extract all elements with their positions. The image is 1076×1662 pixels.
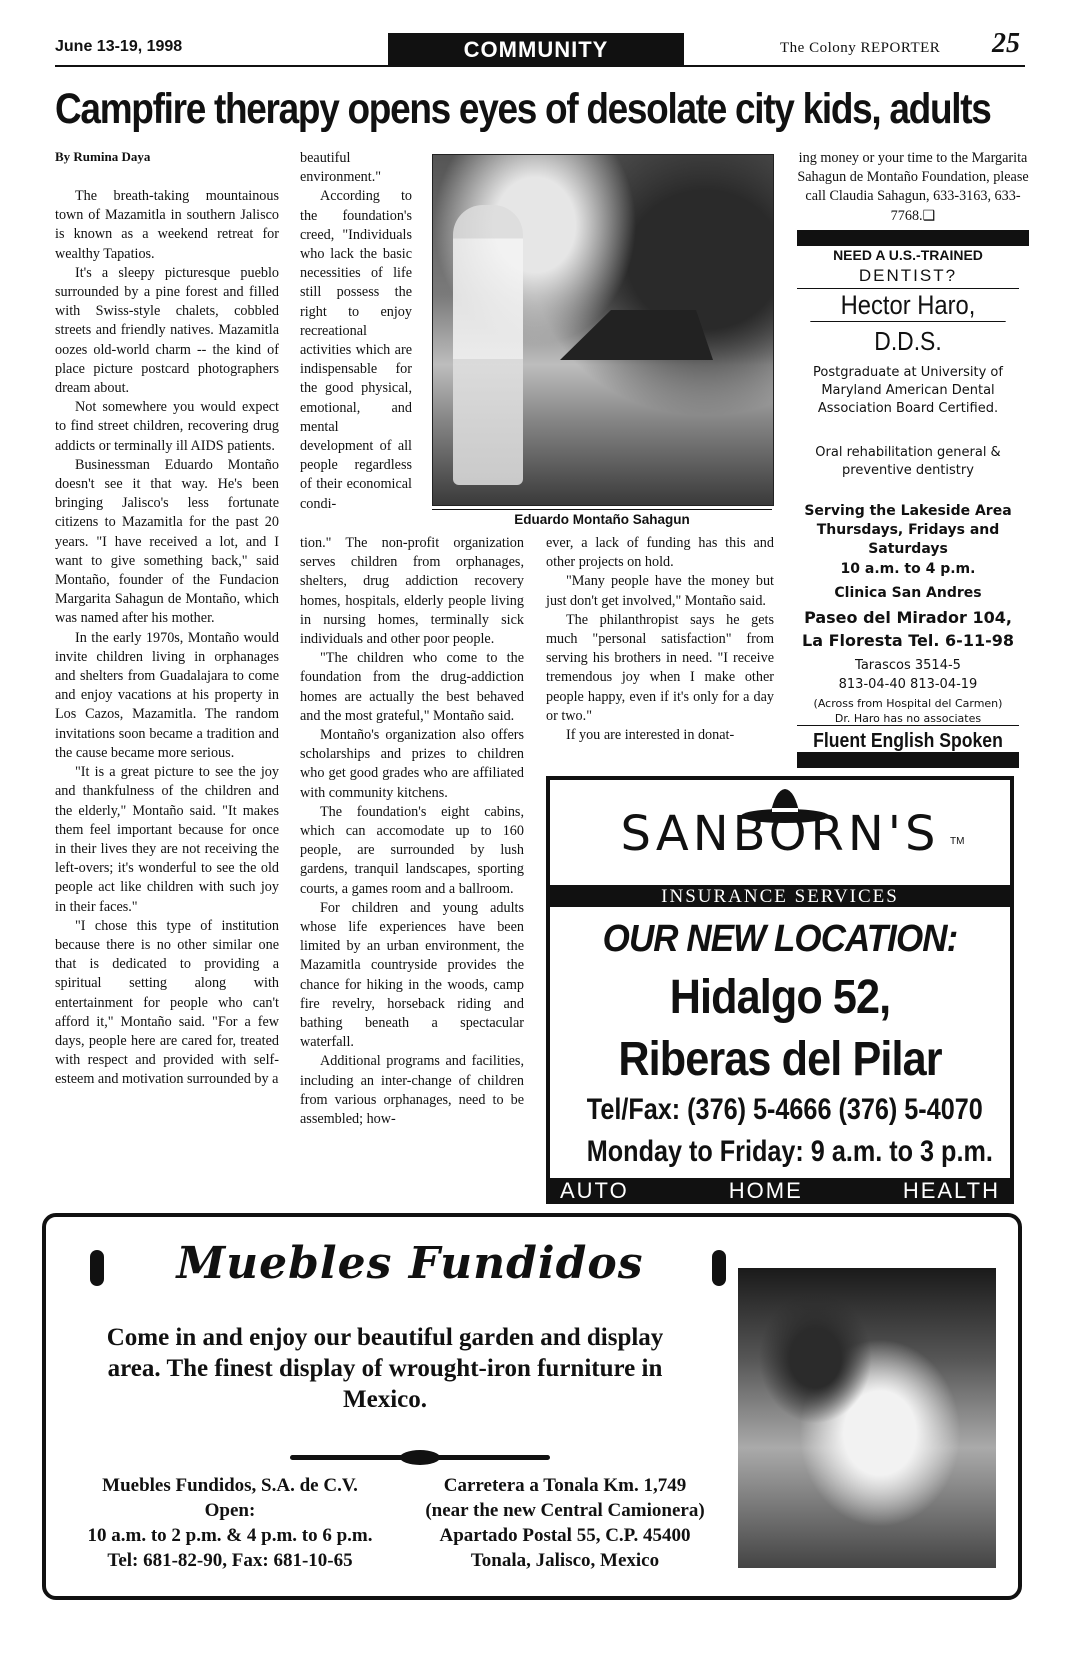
article-headline: Campfire therapy opens eyes of desolate city kids, adults: [55, 85, 991, 133]
article-column-3: [546, 534, 774, 745]
sanborns-address-2: Riberas del Pilar: [618, 1033, 942, 1086]
paragraph: It's a sleepy picturesque pueblo surrounded by a pine forest and filled with Swiss-style chalets, cobbled streets and friendly natives. Mazamitla oozes old-world charm -- the kind of place picture postcard photographers dream about.: [55, 264, 279, 397]
dentist-note: Dr. Haro has no associates: [797, 712, 1019, 726]
footer-auto: AUTO: [560, 1178, 629, 1203]
muebles-contact: [70, 1473, 390, 1573]
article-byline: By Rumina Daya: [55, 149, 151, 164]
article-column-1: [55, 187, 279, 1090]
address-line: Apartado Postal 55, C.P. 45400: [439, 1525, 691, 1546]
dentist-ad-bottom-bar: [797, 752, 1019, 768]
dentist-across: (Across from Hospital del Carmen): [813, 697, 1003, 710]
dentist-english: Fluent English Spoken: [813, 730, 1003, 752]
sanborns-footer: [546, 1178, 1014, 1204]
page-number: 25: [992, 28, 1020, 59]
tel-fax: Tel: 681-82-90, Fax: 681-10-65: [107, 1550, 353, 1571]
sanborns-services: INSURANCE SERVICES: [550, 885, 1010, 907]
header-rule: [55, 65, 1025, 67]
paragraph: In the early 1970s, Montaño would invite children living in orphanages and shelters from Guadalajara to come and enjoy vacations at his property in Los Cazos, Mazamitla. The random invitations soon became a tradition and the cause became more serious.: [55, 629, 279, 761]
paragraph: "It is a great picture to see the joy and thankfulness of the children and the elderly," Montaño said. "It makes them feel important because for once in their lives they are not receiving the left-overs; it's wonderful to see the old people act like children with such joy in their faces.": [55, 764, 279, 915]
dentist-degree: D.D.S.: [874, 326, 942, 356]
dentist-credentials: Postgraduate at University of Maryland American Dental Association Board Certified.: [813, 365, 1003, 416]
paragraph: For children and young adults whose life experiences have been limited by an urban environment, the Mazamitla countryside provides the chance for hiking in the woods, camp fire revelry, horseback riding and bathing beneath a spectacular waterfall.: [300, 899, 524, 1051]
paragraph: Businessman Eduardo Montaño doesn't see it that way. He's been bringing Jalisco's less fortunate citizens to Mazamitla for the past 20 years. "I have received a lot, and I want to give something back," said Montaño, founder of the Fundacion Margarita Sahagun de Montaño, which was named after his mother.: [55, 456, 279, 627]
dentist-services: Oral rehabilitation general & preventive dentistry: [815, 445, 1001, 478]
photo-caption: Eduardo Montaño Sahagun: [432, 509, 772, 527]
sanborns-tel: Tel/Fax: (376) 5-4666 (376) 5-4070: [586, 1093, 983, 1126]
address-line: (near the new Central Camionera): [425, 1500, 705, 1521]
paragraph: tion." The non-profit organization serves children from orphanages, shelters, drug addiction recovery homes, hospitals, elderly people living in nursing homes, terminally sick individuals and other poor people.: [300, 535, 524, 648]
dentist-ad-top-bar: [797, 230, 1029, 246]
open-label: Open:: [204, 1500, 256, 1521]
paragraph: Not somewhere you would expect to find street children, recovering drug addicts or terminally ill AIDS patients.: [55, 399, 279, 454]
paragraph: "The children who come to the foundation from the drug-addiction homes are actually the best behaved and the most grateful," Montaño said.: [300, 650, 524, 724]
paragraph: If you are interested in donat-: [566, 727, 735, 744]
dentist-days: Thursdays, Fridays and Saturdays: [816, 522, 1000, 557]
muebles-address: [410, 1473, 720, 1573]
paragraph: "Many people have the money but just don't get involved," Montaño said.: [546, 573, 774, 609]
dentist-address-2: Tarascos 3514-5: [855, 658, 961, 673]
dentist-name: Hector Haro,: [810, 290, 1005, 322]
paragraph: ever, a lack of funding has this and other projects on hold.: [546, 535, 774, 571]
dentist-hours: 10 a.m. to 4 p.m.: [840, 561, 976, 577]
furniture-photo: [738, 1268, 996, 1568]
title-bullet-right: [712, 1250, 726, 1286]
dentist-clinic: Clinica San Andres: [834, 585, 982, 601]
muebles-title: Muebles Fundidos: [176, 1238, 644, 1289]
article-photo: [432, 154, 774, 506]
ornament-rule: [290, 1455, 550, 1460]
photo-cabin-roof: [543, 310, 713, 360]
sanborns-headline: OUR NEW LOCATION:: [602, 918, 958, 960]
sanborns-address-1: Hidalgo 52,: [669, 971, 891, 1024]
address-line: Tonala, Jalisco, Mexico: [470, 1550, 660, 1571]
photo-subject: [453, 205, 523, 485]
issue-date: June 13-19, 1998: [55, 38, 183, 55]
dentist-address: Paseo del Mirador 104, La Floresta Tel. 6-11-98: [802, 608, 1014, 650]
paragraph: The foundation's eight cabins, which can accomodate up to 160 people, are surrounded by lush gardens, tranquil landscapes, sporting courts, a games room and a ballroom.: [300, 803, 524, 897]
paragraph: The breath-taking mountainous town of Mazamitla in southern Jalisco is known as a weekend retreat for wealthy Tapatios.: [55, 188, 279, 262]
paragraph: The philanthropist says he gets much "personal satisfaction" from serving his brothers in need. "I receive tremendous joy when I make other people happy, even if it's only for a day or two.": [546, 611, 774, 724]
article-column-2-top: [300, 149, 412, 514]
section-label: COMMUNITY: [388, 33, 684, 66]
dentist-phones: 813-04-40 813-04-19: [838, 677, 978, 692]
footer-home: HOME: [728, 1178, 803, 1203]
paragraph: Additional programs and facilities, including an inter-change of children from various orphanages, need to be assembled; how-: [300, 1053, 524, 1128]
paragraph: Montaño's organization also offers scholarships and prizes to children who get good grades who are affiliated with community kitchens.: [300, 727, 524, 801]
article-column-4: [797, 149, 1029, 226]
dentist-serving: Serving the Lakeside Area: [804, 503, 1012, 519]
sanborns-logo: SANBORN'S: [620, 806, 940, 862]
newspaper-name: The Colony REPORTER: [780, 40, 941, 56]
paragraph: "I chose this type of institution because there is no other similar one that is dedicated to providing a spiritual setting along with entertainment for people who can't afford it," Montaño said. "For a few days, people here are cared for, treated with respect and provided with self-esteem and motivation surrounded by a: [55, 917, 279, 1088]
open-hours: 10 a.m. to 2 p.m. & 4 p.m. to 6 p.m.: [87, 1525, 373, 1546]
company-name: Muebles Fundidos, S.A. de C.V.: [102, 1475, 358, 1496]
muebles-blurb: Come in and enjoy our beautiful garden and display area. The finest display of wrought-iron furniture in Mexico.: [106, 1324, 664, 1413]
paragraph: According to the foundation's creed, "Individuals who lack the basic necessities of life still possess the right to enjoy recreational activities which are indispensable for the good physical, emotional, and mental development of all people regardless of their economical condi-: [300, 188, 412, 512]
sanborns-hours: Monday to Friday: 9 a.m. to 3 p.m.: [586, 1135, 993, 1168]
trademark: TM: [950, 836, 965, 847]
footer-health: HEALTH: [902, 1178, 1000, 1203]
paragraph: beautiful environment.": [300, 150, 382, 186]
paragraph: ing money or your time to the Margarita Sahagun de Montaño Foundation, please call Claudia Sahagun, 633-3163, 633-7768.❑: [797, 150, 1029, 224]
dentist-ad-need: NEED A U.S.-TRAINED: [833, 247, 983, 263]
article-column-2-bottom: [300, 534, 524, 1129]
address-line: Carretera a Tonala Km. 1,749: [443, 1475, 687, 1496]
dentist-ad-question: DENTIST?: [797, 266, 1019, 289]
